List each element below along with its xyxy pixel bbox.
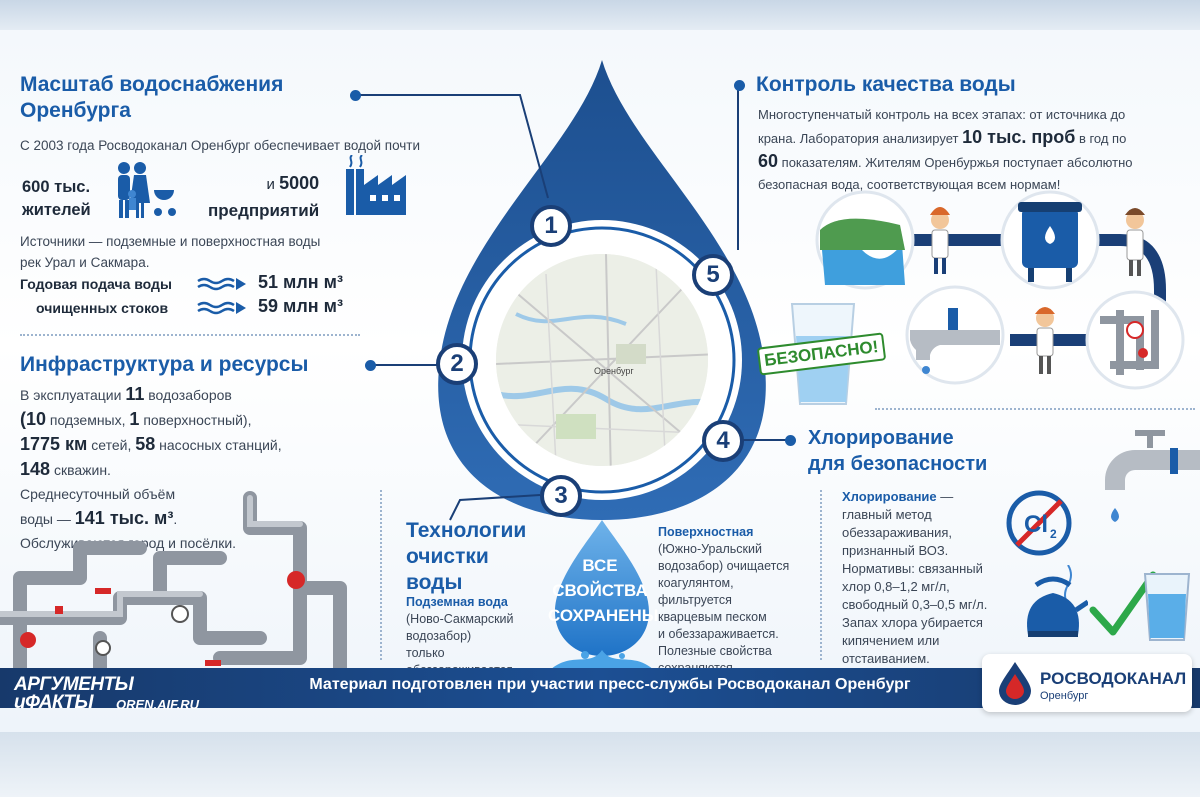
enterprises-stat: и 5000 предприятий	[208, 173, 320, 220]
ground-water-title: Подземная вода	[406, 595, 508, 609]
divider-2	[380, 490, 382, 660]
section3-title: Технологии очистки воды	[406, 519, 527, 594]
scientist-icon-3	[1035, 307, 1055, 374]
supply-value: 51 млн м³	[258, 272, 343, 292]
ground-water-text: (Ново-Сакмарский водозабор) только	[406, 612, 514, 660]
divider-4	[875, 408, 1195, 410]
divider-1	[20, 334, 360, 336]
waste-label: очищенных стоков	[36, 300, 169, 316]
chlorine-subscript: 2	[1050, 527, 1057, 541]
family-icon	[110, 160, 180, 220]
aif-url: OREN.AIF.RU	[116, 697, 200, 712]
arrow-wave-icon-2	[196, 300, 248, 316]
aif-logo: АРГУМЕНТЫ иФАКТЫ	[14, 674, 134, 713]
safe-badge: БЕЗОПАСНО!	[757, 332, 886, 375]
step-3-badge: 3	[540, 475, 582, 517]
sources-text: Источники — подземные и поверхностная воды рек Урал и Сакмара.	[20, 234, 321, 270]
section4-title: Хлорирование для безопасности	[808, 427, 988, 475]
rosvodokanal-drop-icon	[996, 660, 1034, 706]
section5-body: Многоступенчатый контроль на всех этапах: от источника до крана. Лаборатория анализирует 10 тыс. проб в год по 60 показателям. Жителям Оренбуржья поступает абсолютно безопасная вода, соответствующая всем нормам!	[758, 107, 1133, 192]
city-map	[490, 248, 714, 472]
section4-body: Хлорирование — главный метод обеззараживания, признанный ВОЗ. Нормативы: связанный хлор 0,8–1,2 мг/л, свободный 0,3–0,5 мг/л. Запах хлора убирается кипячением или отстаиванием.	[842, 489, 988, 666]
arrow-wave-icon	[196, 276, 248, 292]
section1-intro: С 2003 года Росводоканал Оренбург обеспечивает водой почти	[20, 138, 421, 153]
residents-stat: 600 тыс. жителей	[22, 178, 91, 219]
section2-body: В эксплуатации 11 водозаборов (10 подземных, 1 поверхностный), 1775 км сетей, 58 насосных станций, 148 скважин. Среднесуточный объём воды — 141 тыс. м³. Обслуживаются город и посёлки.	[20, 384, 282, 551]
step-1-badge: 1	[530, 205, 572, 247]
section5-dot	[734, 80, 745, 91]
section2-title: Инфраструктура и ресурсы	[20, 353, 309, 376]
faucet-icon	[1095, 430, 1200, 530]
scientist-icon-2	[1125, 208, 1145, 276]
footer-credit: Материал подготовлен при участии пресс-службы Росводоканал Оренбург	[309, 676, 911, 693]
pipes-illustration	[0, 488, 370, 668]
quality-chain-illustration	[810, 190, 1195, 405]
glass-icon	[1142, 572, 1192, 642]
logo-name: РОСВОДОКАНАЛ	[1040, 669, 1187, 688]
map-city-label: Оренбург	[594, 366, 634, 376]
supply-label: Годовая подача воды	[20, 276, 172, 292]
section5-title: Контроль качества воды	[756, 73, 1016, 96]
no-chlorine-icon	[1004, 488, 1074, 558]
section1-dot	[350, 90, 361, 101]
divider-3	[820, 490, 822, 660]
surface-water-text: (Южно-Уральский водозабор) очищается коагулянтом, фильтруется кварцевым песком и обеззараживается. Полезные свойства	[658, 542, 790, 658]
chlorine-symbol: Cl	[1024, 511, 1048, 538]
kettle-icon	[1018, 565, 1088, 640]
step-5-badge: 5	[692, 254, 734, 296]
scientist-icon	[930, 207, 950, 274]
factory-icon	[342, 155, 412, 217]
section2-dot	[365, 360, 376, 371]
drop-badge: ВСЕ СВОЙСТВА СОХРАНЕНЫ	[548, 556, 659, 625]
step-4-badge: 4	[702, 420, 744, 462]
waste-value: 59 млн м³	[258, 296, 343, 316]
section4-dot	[785, 435, 796, 446]
logo-city: Оренбург	[1040, 690, 1089, 702]
step-2-badge: 2	[436, 343, 478, 385]
surface-water-title: Поверхностная	[658, 525, 754, 539]
section1-title: Масштаб водоснабжения Оренбурга	[20, 73, 284, 122]
